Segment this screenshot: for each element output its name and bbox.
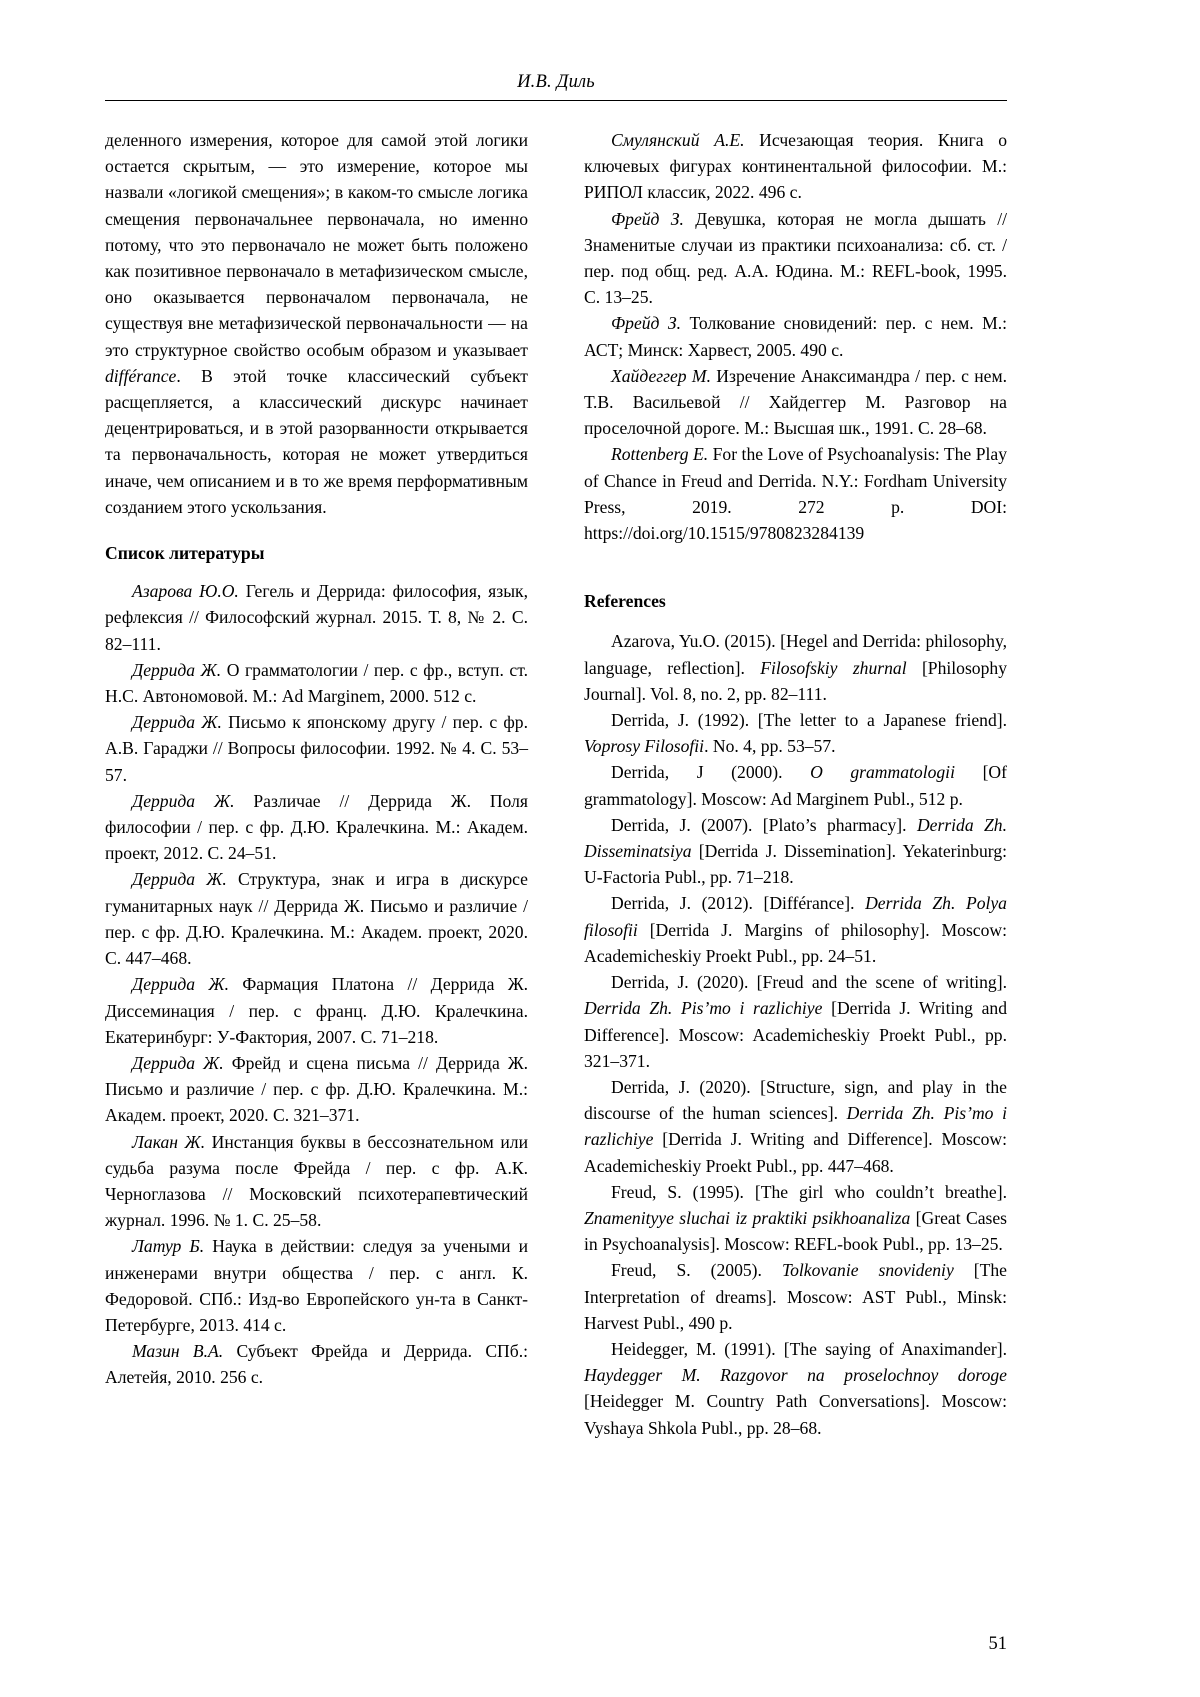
body-paragraph: [105, 127, 528, 520]
header-rule: [105, 100, 1007, 101]
plain-text: . В этой точке классический субъект расщепляется, а классический дискурс начинает децентрироваться, и в этой разорванности открывается та первоначальность, которая не может утвердиться иначе, чем описанием и в то же время перформативным созданием этого ускользания.: [105, 365, 528, 517]
reference-entry: [584, 890, 1007, 969]
italic-text: Rottenberg E.: [611, 444, 709, 465]
plain-text: деленного измерения, которое для самой этой логики остается скрытым, — это измерение, которое мы назвали «логикой смещения»; в каком-то смысле логика смещения первоначальнее первоначала, но именно потому, что это первоначало не может быть положено как позитивное первоначало в метафизическом смысле, оно оказывается первоначалом первоначала, не существуя вне метафизической первоначальности — на это структурное свойство особым образом и указывает: [105, 130, 528, 360]
plain-text: Письмо к японскому другу / пер. с фр. А.В. Гараджи // Вопросы философии. 1992. № 4. С. 53–57.: [105, 712, 528, 785]
plain-text: О грамматологии / пер. с фр., вступ. ст. Н.С. Автономовой. М.: Ad Marginem, 2000. 512 с.: [105, 659, 528, 707]
italic-text: Деррида Ж.: [132, 659, 222, 680]
plain-text: Derrida, J. (2007). [Plato’s pharmacy].: [611, 814, 917, 835]
plain-text: Исчезающая теория. Книга о ключевых фигурах континентальной философии. М.: РИПОЛ классик, 2022. 496 с.: [584, 130, 1007, 203]
plain-text: Heidegger, M. (1991). [The saying of Anaximander].: [611, 1338, 1007, 1359]
plain-text: [Philosophy Journal]. Vol. 8, no. 2, pp. 82–111.: [584, 657, 1007, 704]
plain-text: Инстанция буквы в бессознательном или судьба разума после Фрейда / пер. с фр. А.К. Черноглазова // Московский психотерапевтический журнал. 1996. № 1. С. 25–58.: [105, 1131, 528, 1231]
bibliography-entry: [105, 1050, 528, 1129]
italic-text: Мазин В.А.: [132, 1341, 224, 1362]
bibliography-entry: [105, 578, 528, 657]
section-heading-bibliography: Список литературы: [105, 543, 265, 564]
reference-entry: [584, 628, 1007, 707]
plain-text: [Of grammatology]. Moscow: Ad Marginem Publ., 512 p.: [584, 762, 1007, 809]
bibliography-entry: [584, 310, 1007, 362]
reference-entry: [584, 759, 1007, 811]
plain-text: Derrida, J (2000).: [611, 762, 811, 783]
plain-text: . No. 4, pp. 53–57.: [704, 736, 836, 757]
reference-entry: [584, 812, 1007, 891]
italic-text: Хайдеггер М.: [611, 365, 711, 386]
italic-text: Derrida Zh. Pis’mo i razlichiye: [584, 1103, 1007, 1150]
plain-text: Толкование сновидений: пер. с нем. М.: АСТ; Минск: Харвест, 2005. 490 с.: [584, 313, 1007, 360]
right-column: [584, 127, 1007, 1441]
plain-text: Структура, знак и игра в дискурсе гуманитарных наук // Деррида Ж. Письмо и различие / пер. с фр. Д.Ю. Кралечкина. М.: Академ. проект, 2020. С. 447–468.: [105, 869, 528, 969]
reference-entry: [584, 969, 1007, 1074]
bibliography-entry: [584, 363, 1007, 442]
italic-text: Znamenityye sluchai iz praktiki psikhoanaliza: [584, 1207, 911, 1228]
page-number: 51: [988, 1634, 1007, 1654]
bibliography-entry: [105, 971, 528, 1050]
plain-text: [The Interpretation of dreams]. Moscow: AST Publ., Minsk: Harvest Publ., 490 p.: [584, 1260, 1007, 1333]
section-heading-references: References: [584, 591, 666, 612]
italic-text: Filosofskiy zhurnal: [760, 657, 907, 678]
plain-text: Derrida, J. (1992). [The letter to a Japanese friend].: [611, 710, 1007, 731]
plain-text: Гегель и Деррида: философия, язык, рефлексия // Философский журнал. 2015. Т. 8, № 2. С. 82–111.: [105, 581, 528, 654]
bibliography-entry: [105, 1129, 528, 1234]
italic-text: Derrida Zh. Disseminatsiya: [584, 814, 1008, 862]
bibliography-entry: [105, 1338, 528, 1390]
plain-text: For the Love of Psychoanalysis: The Play of Chance in Freud and Derrida. N.Y.: Fordham University Press, 2019. 272 p. DOI: https://doi.org/10.1515/9780823284139: [584, 444, 1007, 544]
plain-text: Azarova, Yu.O. (2015). [Hegel and Derrida: philosophy, language, reflection].: [584, 631, 1007, 678]
plain-text: [Derrida J. Margins of philosophy]. Moscow: Academicheskiy Proekt Publ., pp. 24–51.: [584, 919, 1007, 966]
italic-text: Derrida Zh. Polya filosofii: [584, 893, 1007, 940]
italic-text: Voprosy Filosofii: [584, 736, 705, 757]
bibliography-entry: [584, 206, 1007, 311]
italic-text: Деррида Ж.: [132, 790, 235, 811]
plain-text: Freud, S. (1995). [The girl who couldn’t breathe].: [611, 1181, 1007, 1202]
italic-text: différance: [105, 365, 177, 386]
bibliography-entry: [105, 788, 528, 867]
bibliography-entry: [105, 709, 528, 788]
plain-text: Фрейд и сцена письма // Деррида Ж. Письмо и различие / пер. с фр. Д.Ю. Кралечкина. М.: Академ. проект, 2020. С. 321–371.: [105, 1052, 528, 1126]
italic-text: Смулянский А.Е.: [611, 130, 745, 150]
bibliography-entry: [584, 441, 1007, 546]
bibliography-entry: [105, 1233, 528, 1338]
bibliography-entry: [584, 127, 1007, 206]
italic-text: Фрейд З.: [611, 208, 684, 229]
italic-text: Haydegger M. Razgovor na proselochnoy doroge: [584, 1365, 1007, 1386]
bibliography-entry: [105, 657, 528, 709]
italic-text: Деррида Ж.: [132, 1052, 224, 1073]
page-header: [105, 72, 1007, 101]
bibliography-list-right: [584, 127, 1007, 546]
plain-text: [Derrida J. Writing and Difference]. Moscow: Academicheskiy Proekt Publ., pp. 447–468.: [584, 1129, 1007, 1176]
plain-text: Derrida, J. (2020). [Freud and the scene of writing].: [611, 972, 1007, 993]
italic-text: Азарова Ю.О.: [132, 581, 239, 602]
reference-entry: [584, 1074, 1007, 1179]
references-list: [584, 628, 1007, 1440]
plain-text: Различае // Деррида Ж. Поля философии / пер. с фр. Д.Ю. Кралечкина. М.: Академ. проект, 2012. С. 24–51.: [105, 790, 528, 864]
plain-text: Derrida, J. (2012). [Différance].: [611, 893, 866, 914]
italic-text: Лакан Ж.: [132, 1131, 206, 1152]
bibliography-list-left: [105, 578, 528, 1390]
italic-text: Деррида Ж.: [132, 974, 229, 995]
italic-text: Деррида Ж.: [132, 712, 222, 733]
reference-entry: [584, 1179, 1007, 1258]
bibliography-entry: [105, 866, 528, 971]
reference-entry: [584, 1257, 1007, 1336]
left-column: [105, 127, 528, 1441]
italic-text: O grammatologii: [810, 762, 955, 783]
italic-text: Деррида Ж.: [132, 869, 227, 890]
plain-text: [Heidegger M. Country Path Conversations]. Moscow: Vyshaya Shkola Publ., pp. 28–68.: [584, 1391, 1007, 1438]
plain-text: [Derrida J. Dissemination]. Yekaterinburg: U-Factoria Publ., pp. 71–218.: [584, 841, 1007, 888]
italic-text: Derrida Zh. Pis’mo i razlichiye: [584, 998, 823, 1019]
plain-text: [Derrida J. Writing and Difference]. Moscow: Academicheskiy Proekt Publ., pp. 321–371.: [584, 998, 1007, 1071]
plain-text: Derrida, J. (2020). [Structure, sign, and play in the discourse of the human sciences].: [584, 1076, 1007, 1124]
reference-entry: [584, 1336, 1007, 1441]
plain-text: Девушка, которая не могла дышать // Знаменитые случаи из практики психоанализа: сб. ст. / пер. под общ. ред. А.А. Юдина. М.: REFL-book, 1995. С. 13–25.: [584, 208, 1007, 308]
running-head-author: И.В. Диль: [517, 72, 595, 92]
plain-text: Субъект Фрейда и Деррида. СПб.: Алетейя, 2010. 256 с.: [105, 1341, 528, 1388]
plain-text: Изречение Анаксимандра / пер. с нем. Т.В. Васильевой // Хайдеггер М. Разговор на проселочной дороге. М.: Высшая шк., 1991. С. 28–68.: [584, 365, 1007, 439]
two-column-body: [105, 127, 1007, 1441]
italic-text: Tolkovanie snovideniy: [781, 1260, 954, 1281]
plain-text: [Great Cases in Psychoanalysis]. Moscow: REFL-book Publ., pp. 13–25.: [584, 1207, 1008, 1255]
reference-entry: [584, 707, 1007, 759]
plain-text: Freud, S. (2005).: [611, 1260, 782, 1281]
plain-text: Фармация Платона // Деррида Ж. Диссеминация / пер. с франц. Д.Ю. Кралечкина. Екатеринбург: У-Фактория, 2007. С. 71–218.: [105, 974, 528, 1047]
italic-text: Латур Б.: [132, 1236, 205, 1257]
italic-text: Фрейд З.: [611, 313, 682, 334]
plain-text: Наука в действии: следуя за учеными и инженерами внутри общества / пер. с англ. К. Федоровой. СПб.: Изд-во Европейского ун-та в Санкт-Петербурге, 2013. 414 с.: [105, 1236, 528, 1335]
